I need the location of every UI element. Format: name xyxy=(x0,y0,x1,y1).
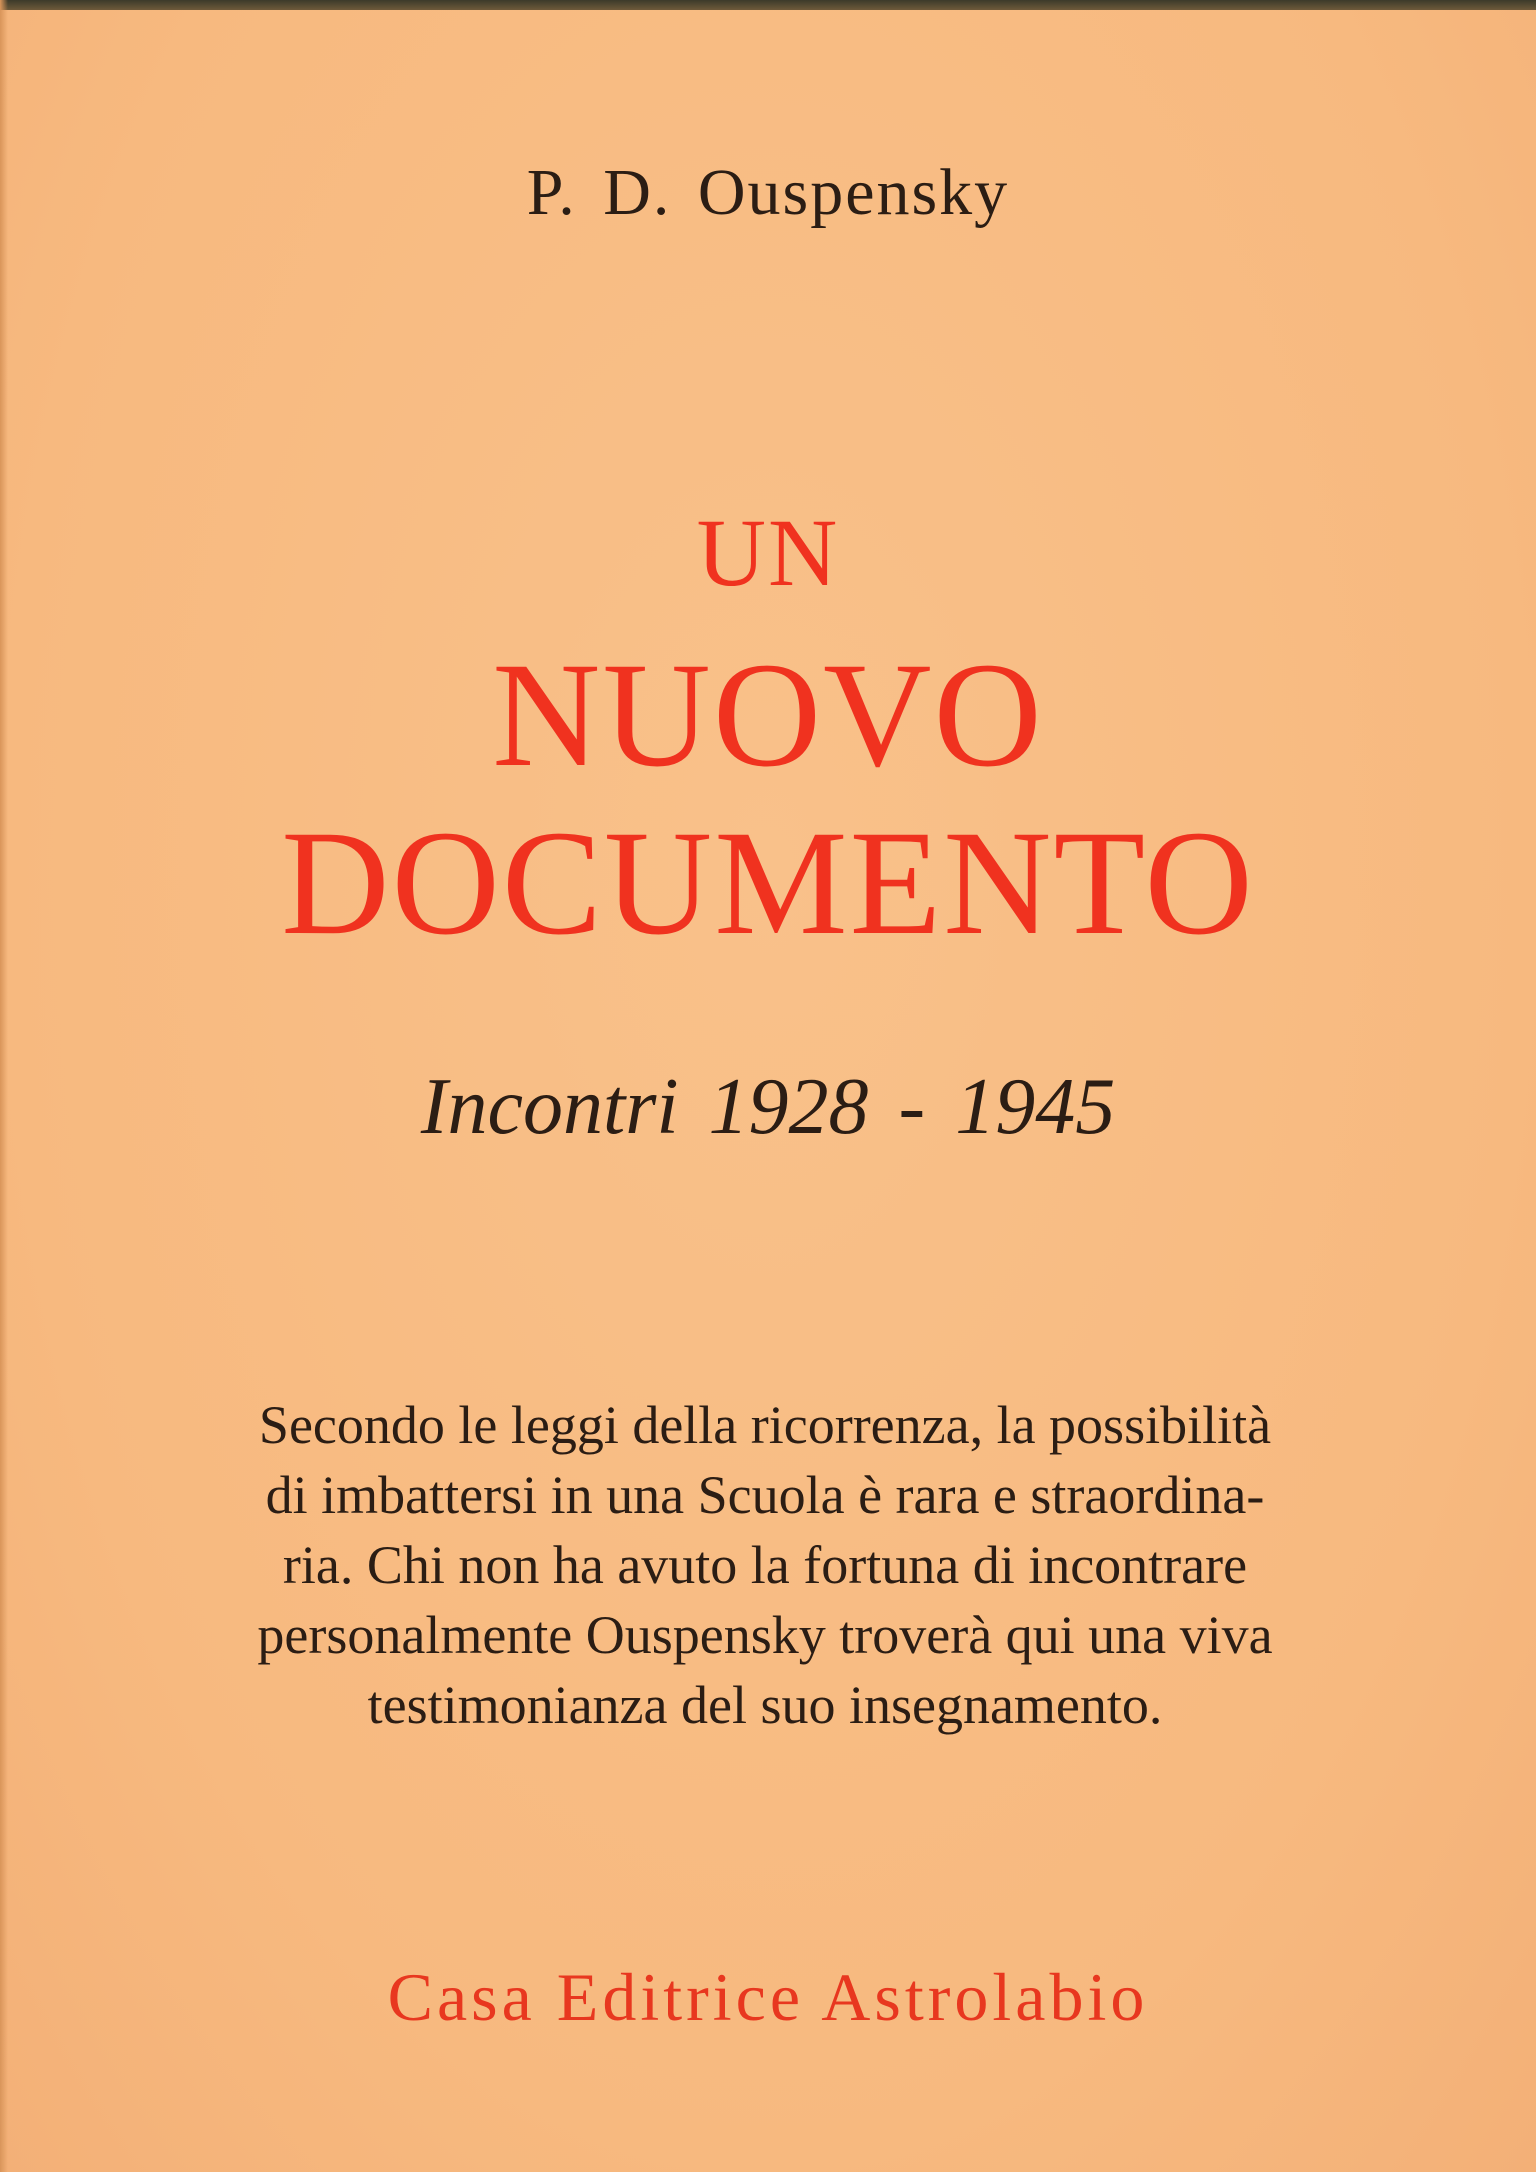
subtitle: Incontri 1928 - 1945 xyxy=(420,1063,1116,1151)
blurb-line: di imbattersi in una Scuola è rara e straordina- xyxy=(265,1465,1265,1525)
title-line-documento: DOCUMENTO xyxy=(281,800,1255,966)
title-line-nuovo: NUOVO xyxy=(492,632,1044,798)
author-name: P. D. Ouspensky xyxy=(526,156,1010,229)
blurb-text xyxy=(195,1390,1335,1740)
cover-top-edge xyxy=(0,0,1536,10)
blurb-line: ria. Chi non ha avuto la fortuna di incontrare xyxy=(282,1535,1248,1595)
blurb-line: Secondo le leggi della ricorrenza, la possibilità xyxy=(258,1395,1272,1455)
publisher-name: Casa Editrice Astrolabio xyxy=(387,1959,1149,2035)
title-line-un: UN xyxy=(696,499,840,606)
blurb-line: testimonianza del suo insegnamento. xyxy=(367,1675,1163,1735)
blurb-line: personalmente Ouspensky troverà qui una viva xyxy=(257,1605,1273,1665)
